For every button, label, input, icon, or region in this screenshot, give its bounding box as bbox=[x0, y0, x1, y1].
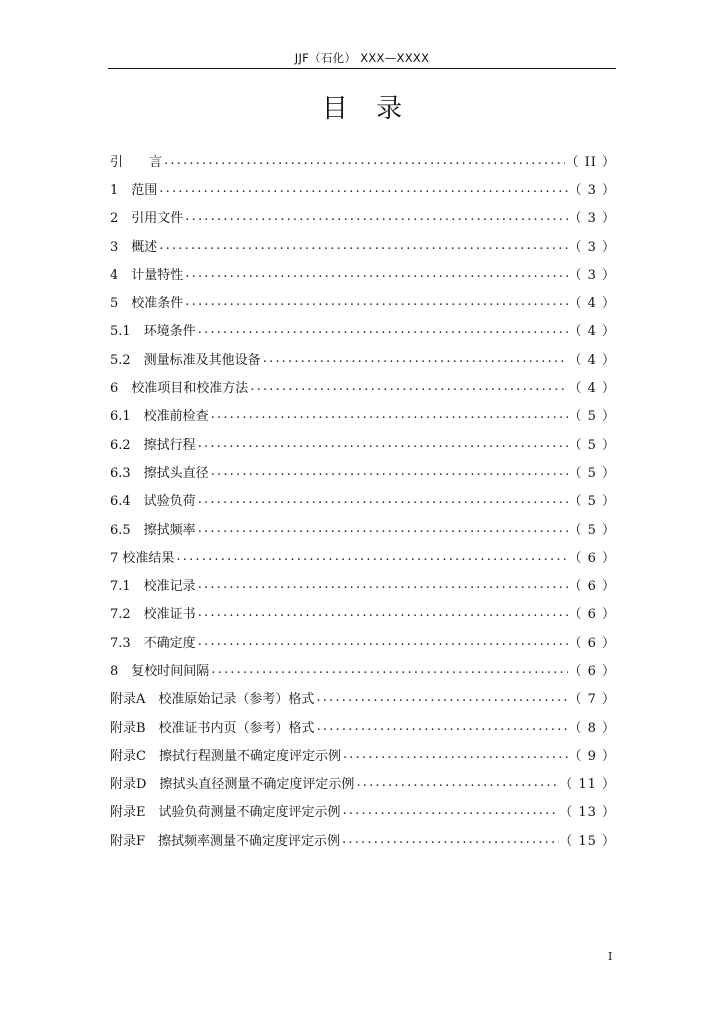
toc-entry[interactable] bbox=[110, 740, 616, 768]
toc-entry-page: （ 6 ） bbox=[568, 579, 616, 595]
toc-entry-page: （ 3 ） bbox=[568, 211, 616, 227]
toc-entry-label: 5 校准条件 bbox=[110, 296, 184, 312]
toc-entry[interactable] bbox=[110, 627, 616, 655]
toc-entry[interactable] bbox=[110, 655, 616, 683]
toc-entry-label: 4 计量特性 bbox=[110, 267, 184, 283]
toc-entry-label: 附录F 擦拭频率测量不确定度评定示例 bbox=[110, 833, 341, 849]
toc-entry-page: （ 6 ） bbox=[568, 550, 616, 566]
toc-entry-label: 引 言 bbox=[110, 154, 163, 170]
dot-leader bbox=[174, 549, 568, 564]
toc-entry-label: 6 校准项目和校准方法 bbox=[110, 381, 249, 397]
dot-leader bbox=[209, 662, 568, 677]
toc-entry-page: （ 5 ） bbox=[568, 437, 616, 453]
toc-entry-page: （ 4 ） bbox=[568, 324, 616, 340]
dot-leader bbox=[183, 266, 568, 281]
toc-entry-label: 8 复校时间间隔 bbox=[110, 663, 210, 679]
toc-entry[interactable] bbox=[110, 344, 616, 372]
toc-entry-label: 7.3 不确定度 bbox=[110, 635, 196, 651]
toc-entry[interactable] bbox=[110, 486, 616, 514]
toc-entry-label: 1 范围 bbox=[110, 182, 158, 198]
dot-leader bbox=[314, 690, 568, 705]
dot-leader bbox=[315, 719, 569, 734]
toc-entry-label: 6.3 擦拭头直径 bbox=[110, 465, 209, 481]
toc-entry-label: 6.5 擦拭频率 bbox=[110, 522, 196, 538]
toc-entry-label: 附录E 试验负荷测量不确定度评定示例 bbox=[110, 805, 341, 821]
toc-entry[interactable] bbox=[110, 429, 616, 457]
toc-entry-page: （ 11 ） bbox=[559, 777, 616, 793]
dot-leader bbox=[341, 803, 560, 818]
toc-entry[interactable] bbox=[110, 316, 616, 344]
toc-entry[interactable] bbox=[110, 457, 616, 485]
toc-entry-label: 3 概述 bbox=[110, 239, 158, 255]
dot-leader bbox=[196, 577, 569, 592]
toc-entry-page: （ 9 ） bbox=[568, 748, 616, 764]
toc-entry[interactable] bbox=[110, 825, 616, 853]
running-header: JJF（石化） XXX—XXXX bbox=[294, 51, 430, 65]
dot-leader bbox=[196, 521, 569, 536]
toc-entry-page: （ 5 ） bbox=[568, 465, 616, 481]
toc-entry-label: 6.1 校准前检查 bbox=[110, 409, 209, 425]
toc-entry[interactable] bbox=[110, 570, 616, 598]
toc-entry[interactable] bbox=[110, 797, 616, 825]
toc-entry[interactable] bbox=[110, 372, 616, 400]
toc-entry-page: （ II ） bbox=[565, 154, 616, 170]
toc-entry[interactable] bbox=[110, 712, 616, 740]
dot-leader bbox=[196, 605, 569, 620]
toc-entry[interactable] bbox=[110, 287, 616, 315]
dot-leader bbox=[196, 436, 569, 451]
toc-entry[interactable] bbox=[110, 174, 616, 202]
dot-leader bbox=[162, 153, 565, 168]
dot-leader bbox=[157, 238, 568, 253]
toc-entry-page: （ 7 ） bbox=[568, 692, 616, 708]
dot-leader bbox=[183, 294, 568, 309]
dot-leader bbox=[196, 492, 569, 507]
toc-entry[interactable] bbox=[110, 769, 616, 797]
toc-entry-page: （ 3 ） bbox=[568, 267, 616, 283]
toc-entry[interactable] bbox=[110, 231, 616, 259]
toc-entry[interactable] bbox=[110, 146, 616, 174]
toc-entry-label: 7.1 校准记录 bbox=[110, 579, 196, 595]
toc-entry-page: （ 6 ） bbox=[568, 663, 616, 679]
toc-entry[interactable] bbox=[110, 203, 616, 231]
toc-entry-label: 6.4 试验负荷 bbox=[110, 494, 196, 510]
toc-entry[interactable] bbox=[110, 542, 616, 570]
toc-entry-page: （ 4 ） bbox=[568, 296, 616, 312]
toc-entry-label: 附录C 擦拭行程测量不确定度评定示例 bbox=[110, 748, 341, 764]
header-rule bbox=[108, 68, 616, 69]
table-of-contents bbox=[110, 146, 616, 853]
toc-entry-page: （ 6 ） bbox=[568, 607, 616, 623]
toc-entry[interactable] bbox=[110, 401, 616, 429]
toc-entry-label: 7.2 校准证书 bbox=[110, 607, 196, 623]
toc-entry-label: 附录A 校准原始记录（参考）格式 bbox=[110, 692, 315, 708]
toc-entry-page: （ 3 ） bbox=[568, 239, 616, 255]
toc-entry-page: （ 5 ） bbox=[568, 409, 616, 425]
toc-entry-label: 6.2 擦拭行程 bbox=[110, 437, 196, 453]
dot-leader bbox=[183, 209, 568, 224]
toc-entry[interactable] bbox=[110, 684, 616, 712]
toc-entry-page: （ 4 ） bbox=[568, 352, 616, 368]
dot-leader bbox=[196, 322, 569, 337]
dot-leader bbox=[341, 747, 569, 762]
toc-entry-page: （ 5 ） bbox=[568, 522, 616, 538]
toc-entry-page: （ 4 ） bbox=[568, 381, 616, 397]
toc-entry-page: （ 5 ） bbox=[568, 494, 616, 510]
page-title: 目 录 bbox=[321, 94, 413, 124]
page-number: I bbox=[608, 950, 613, 963]
toc-entry-label: 附录D 擦拭头直径测量不确定度评定示例 bbox=[110, 777, 355, 793]
toc-entry-page: （ 3 ） bbox=[568, 182, 616, 198]
toc-entry-label: 7 校准结果 bbox=[110, 550, 175, 566]
toc-entry[interactable] bbox=[110, 259, 616, 287]
toc-entry-label: 5.1 环境条件 bbox=[110, 324, 196, 340]
dot-leader bbox=[340, 832, 559, 847]
toc-entry[interactable] bbox=[110, 599, 616, 627]
dot-leader bbox=[261, 351, 569, 366]
dot-leader bbox=[209, 407, 569, 422]
toc-entry-label: 5.2 测量标准及其他设备 bbox=[110, 352, 261, 368]
dot-leader bbox=[248, 379, 568, 394]
toc-entry-page: （ 8 ） bbox=[568, 720, 616, 736]
dot-leader bbox=[196, 634, 569, 649]
toc-entry-page: （ 15 ） bbox=[559, 833, 616, 849]
toc-entry[interactable] bbox=[110, 514, 616, 542]
toc-entry-page: （ 13 ） bbox=[559, 805, 616, 821]
toc-entry-label: 附录B 校准证书内页（参考）格式 bbox=[110, 720, 315, 736]
toc-entry-label: 2 引用文件 bbox=[110, 211, 184, 227]
dot-leader bbox=[209, 464, 569, 479]
dot-leader bbox=[354, 775, 559, 790]
toc-entry-page: （ 6 ） bbox=[568, 635, 616, 651]
dot-leader bbox=[157, 181, 568, 196]
